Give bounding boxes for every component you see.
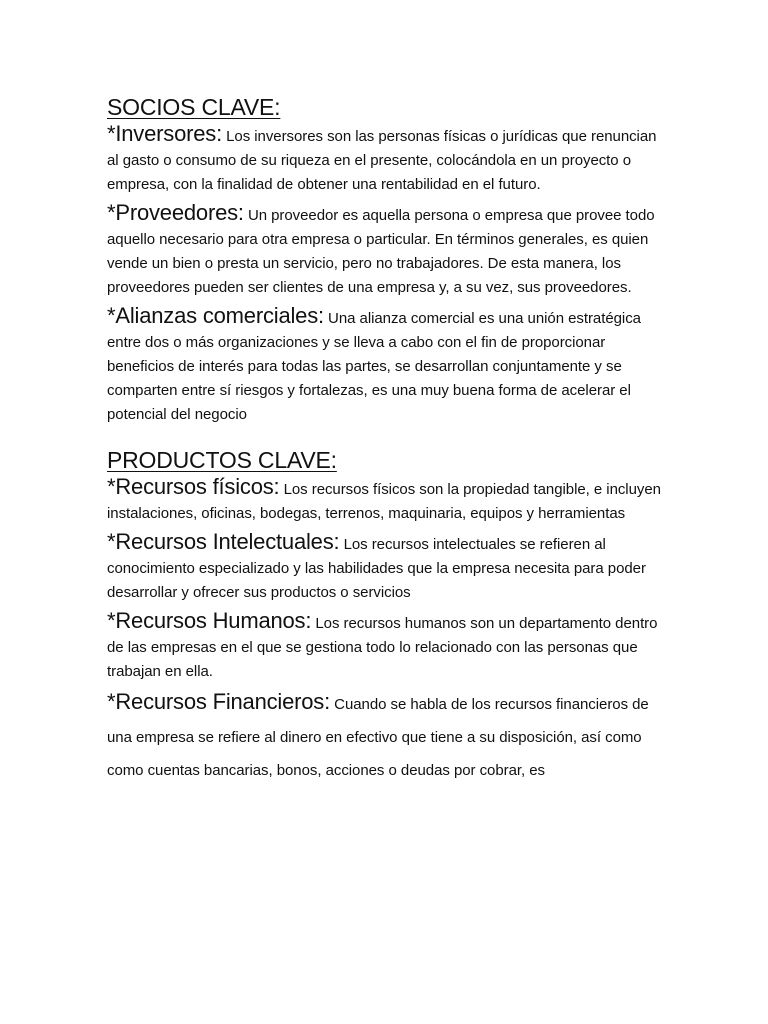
entry-proveedores bbox=[107, 201, 667, 300]
entry-recursos-fisicos bbox=[107, 475, 667, 526]
entry-inversores bbox=[107, 122, 667, 197]
desc-recursos-humanos: Los recursos humanos son un departamento dentro de las empresas en el que se gestiona todo lo relacionado con las personas que trabajan en ella. bbox=[107, 615, 658, 680]
document-body bbox=[107, 92, 667, 791]
desc-alianzas-comerciales: Una alianza comercial es una unión estratégica entre dos o más organizaciones y se lleva a cabo con el fin de proporcionar beneficios de interés para todas las partes, se desarrollan conjuntamente y se comparten entre sí riesgos y fortalezas, es una muy buena forma de acelerar el potencial del negocio bbox=[107, 310, 641, 423]
section-spacer bbox=[107, 431, 667, 445]
section-title-productos-clave: PRODUCTOS CLAVE: bbox=[107, 447, 337, 473]
desc-recursos-financieros: Cuando se habla de los recursos financieros de una empresa se refiere al dinero en efectivo que tiene a su disposición, así como como cuentas bancarias, bonos, acciones o deudas por cobrar, es bbox=[107, 696, 649, 779]
section-title-socios-clave: SOCIOS CLAVE: bbox=[107, 94, 281, 120]
entry-recursos-financieros bbox=[107, 688, 667, 787]
desc-recursos-intelectuales: Los recursos intelectuales se refieren al conocimiento especializado y las habilidades que la empresa necesita para poder desarrollar y ofrecer sus productos o servicios bbox=[107, 536, 646, 601]
entry-recursos-intelectuales bbox=[107, 530, 667, 605]
desc-inversores: Los inversores son las personas físicas o jurídicas que renuncian al gasto o consumo de su riqueza en el presente, colocándola en un proyecto o empresa, con la finalidad de obtener una rentabilidad en el futuro. bbox=[107, 128, 657, 193]
desc-proveedores: Un proveedor es aquella persona o empresa que provee todo aquello necesario para otra empresa o particular. En términos generales, es quien vende un bien o presta un servicio, pero no trabajadores. De esta manera, los proveedores pueden ser clientes de una empresa y, a su vez, sus proveedores. bbox=[107, 207, 655, 296]
term-recursos-intelectuales: *Recursos Intelectuales: bbox=[107, 529, 340, 554]
term-alianzas-comerciales: *Alianzas comerciales: bbox=[107, 303, 324, 328]
term-inversores: *Inversores: bbox=[107, 121, 222, 146]
entry-alianzas-comerciales bbox=[107, 304, 667, 427]
entry-recursos-humanos bbox=[107, 609, 667, 684]
term-proveedores: *Proveedores: bbox=[107, 200, 244, 225]
term-recursos-financieros: *Recursos Financieros: bbox=[107, 689, 331, 714]
term-recursos-fisicos: *Recursos físicos: bbox=[107, 474, 280, 499]
desc-recursos-fisicos: Los recursos físicos son la propiedad tangible, e incluyen instalaciones, oficinas, bodegas, terrenos, maquinaria, equipos y herramientas bbox=[107, 481, 661, 522]
term-recursos-humanos: *Recursos Humanos: bbox=[107, 608, 312, 633]
